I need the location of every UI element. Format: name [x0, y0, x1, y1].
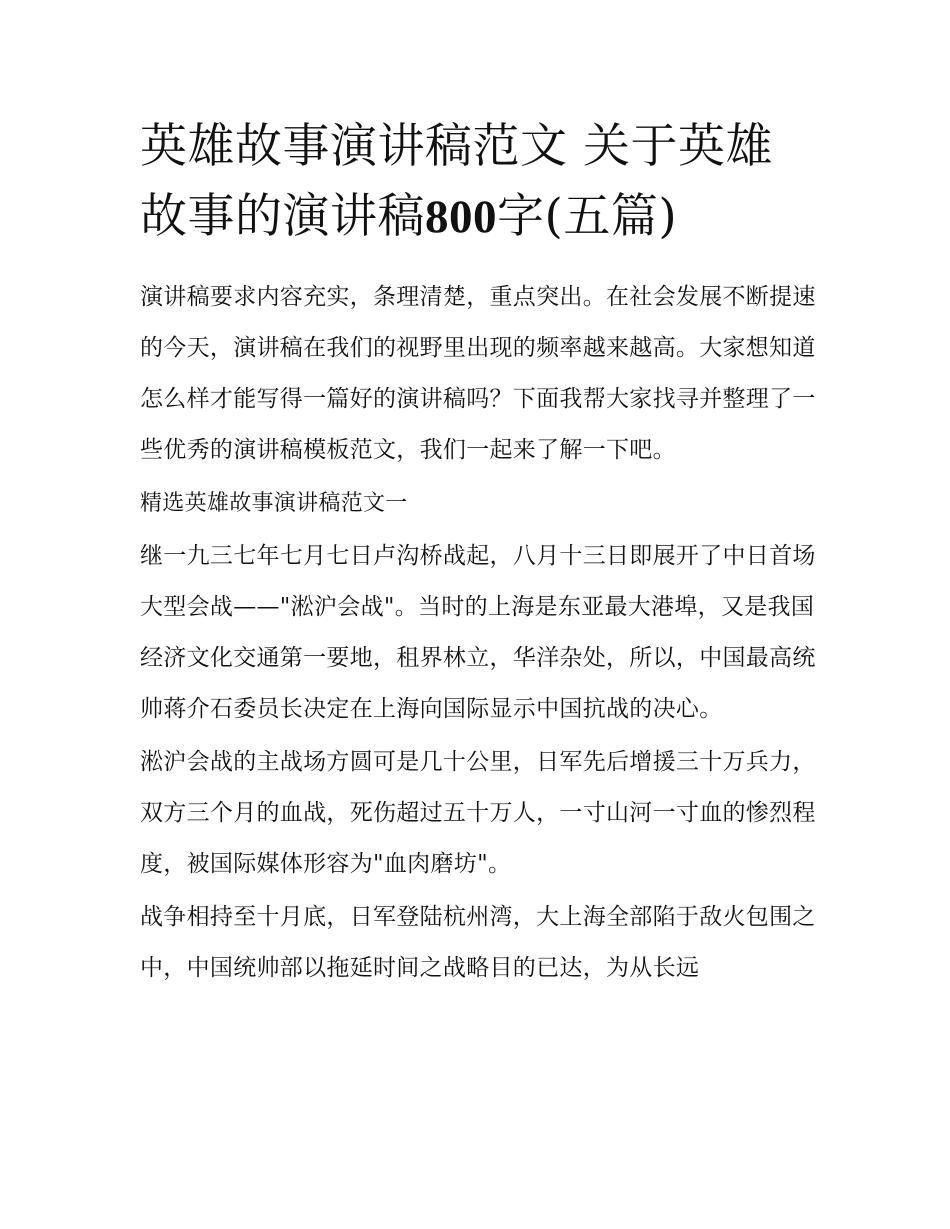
title-text-part2: 字(五篇) — [497, 189, 678, 244]
body-paragraph-2: 淞沪会战的主战场方圆可是几十公里，日军先后增援三十万兵力，双方三个月的血战，死伤超过五十万人，一寸山河一寸血的惨烈程度，被国际媒体形容为"血肉磨坊"。 — [140, 749, 816, 877]
title-word-count: 800 — [425, 191, 497, 243]
document-page — [140, 112, 818, 996]
body-paragraph-3: 战争相持至十月底，日军登陆杭州湾，大上海全部陷于敌火包围之中，中国统帅部以拖延时间之战略目的已达，为从长远 — [140, 904, 816, 981]
document-title — [140, 112, 818, 252]
intro-paragraph: 演讲稿要求内容充实，条理清楚，重点突出。在社会发展不断提速的今天，演讲稿在我们的视野里出现的频率越来越高。大家想知道怎么样才能写得一篇好的演讲稿吗？下面我帮大家找寻并整理了一些优秀的演讲稿模板范文，我们一起来了解一下吧。 — [140, 284, 816, 463]
title-text-part1: 英雄故事演讲稿范文 关于英雄故事的演讲稿 — [140, 119, 773, 244]
body-paragraph-1: 继一九三七年七月七日卢沟桥战起，八月十三日即展开了中日首场大型会战——"淞沪会战"。当时的上海是东亚最大港埠，又是我国经济文化交通第一要地，租界林立，华洋杂处，所以，中国最高统帅蒋介石委员长决定在上海向国际显示中国抗战的决心。 — [140, 543, 816, 722]
section-heading: 精选英雄故事演讲稿范文一 — [140, 491, 408, 516]
